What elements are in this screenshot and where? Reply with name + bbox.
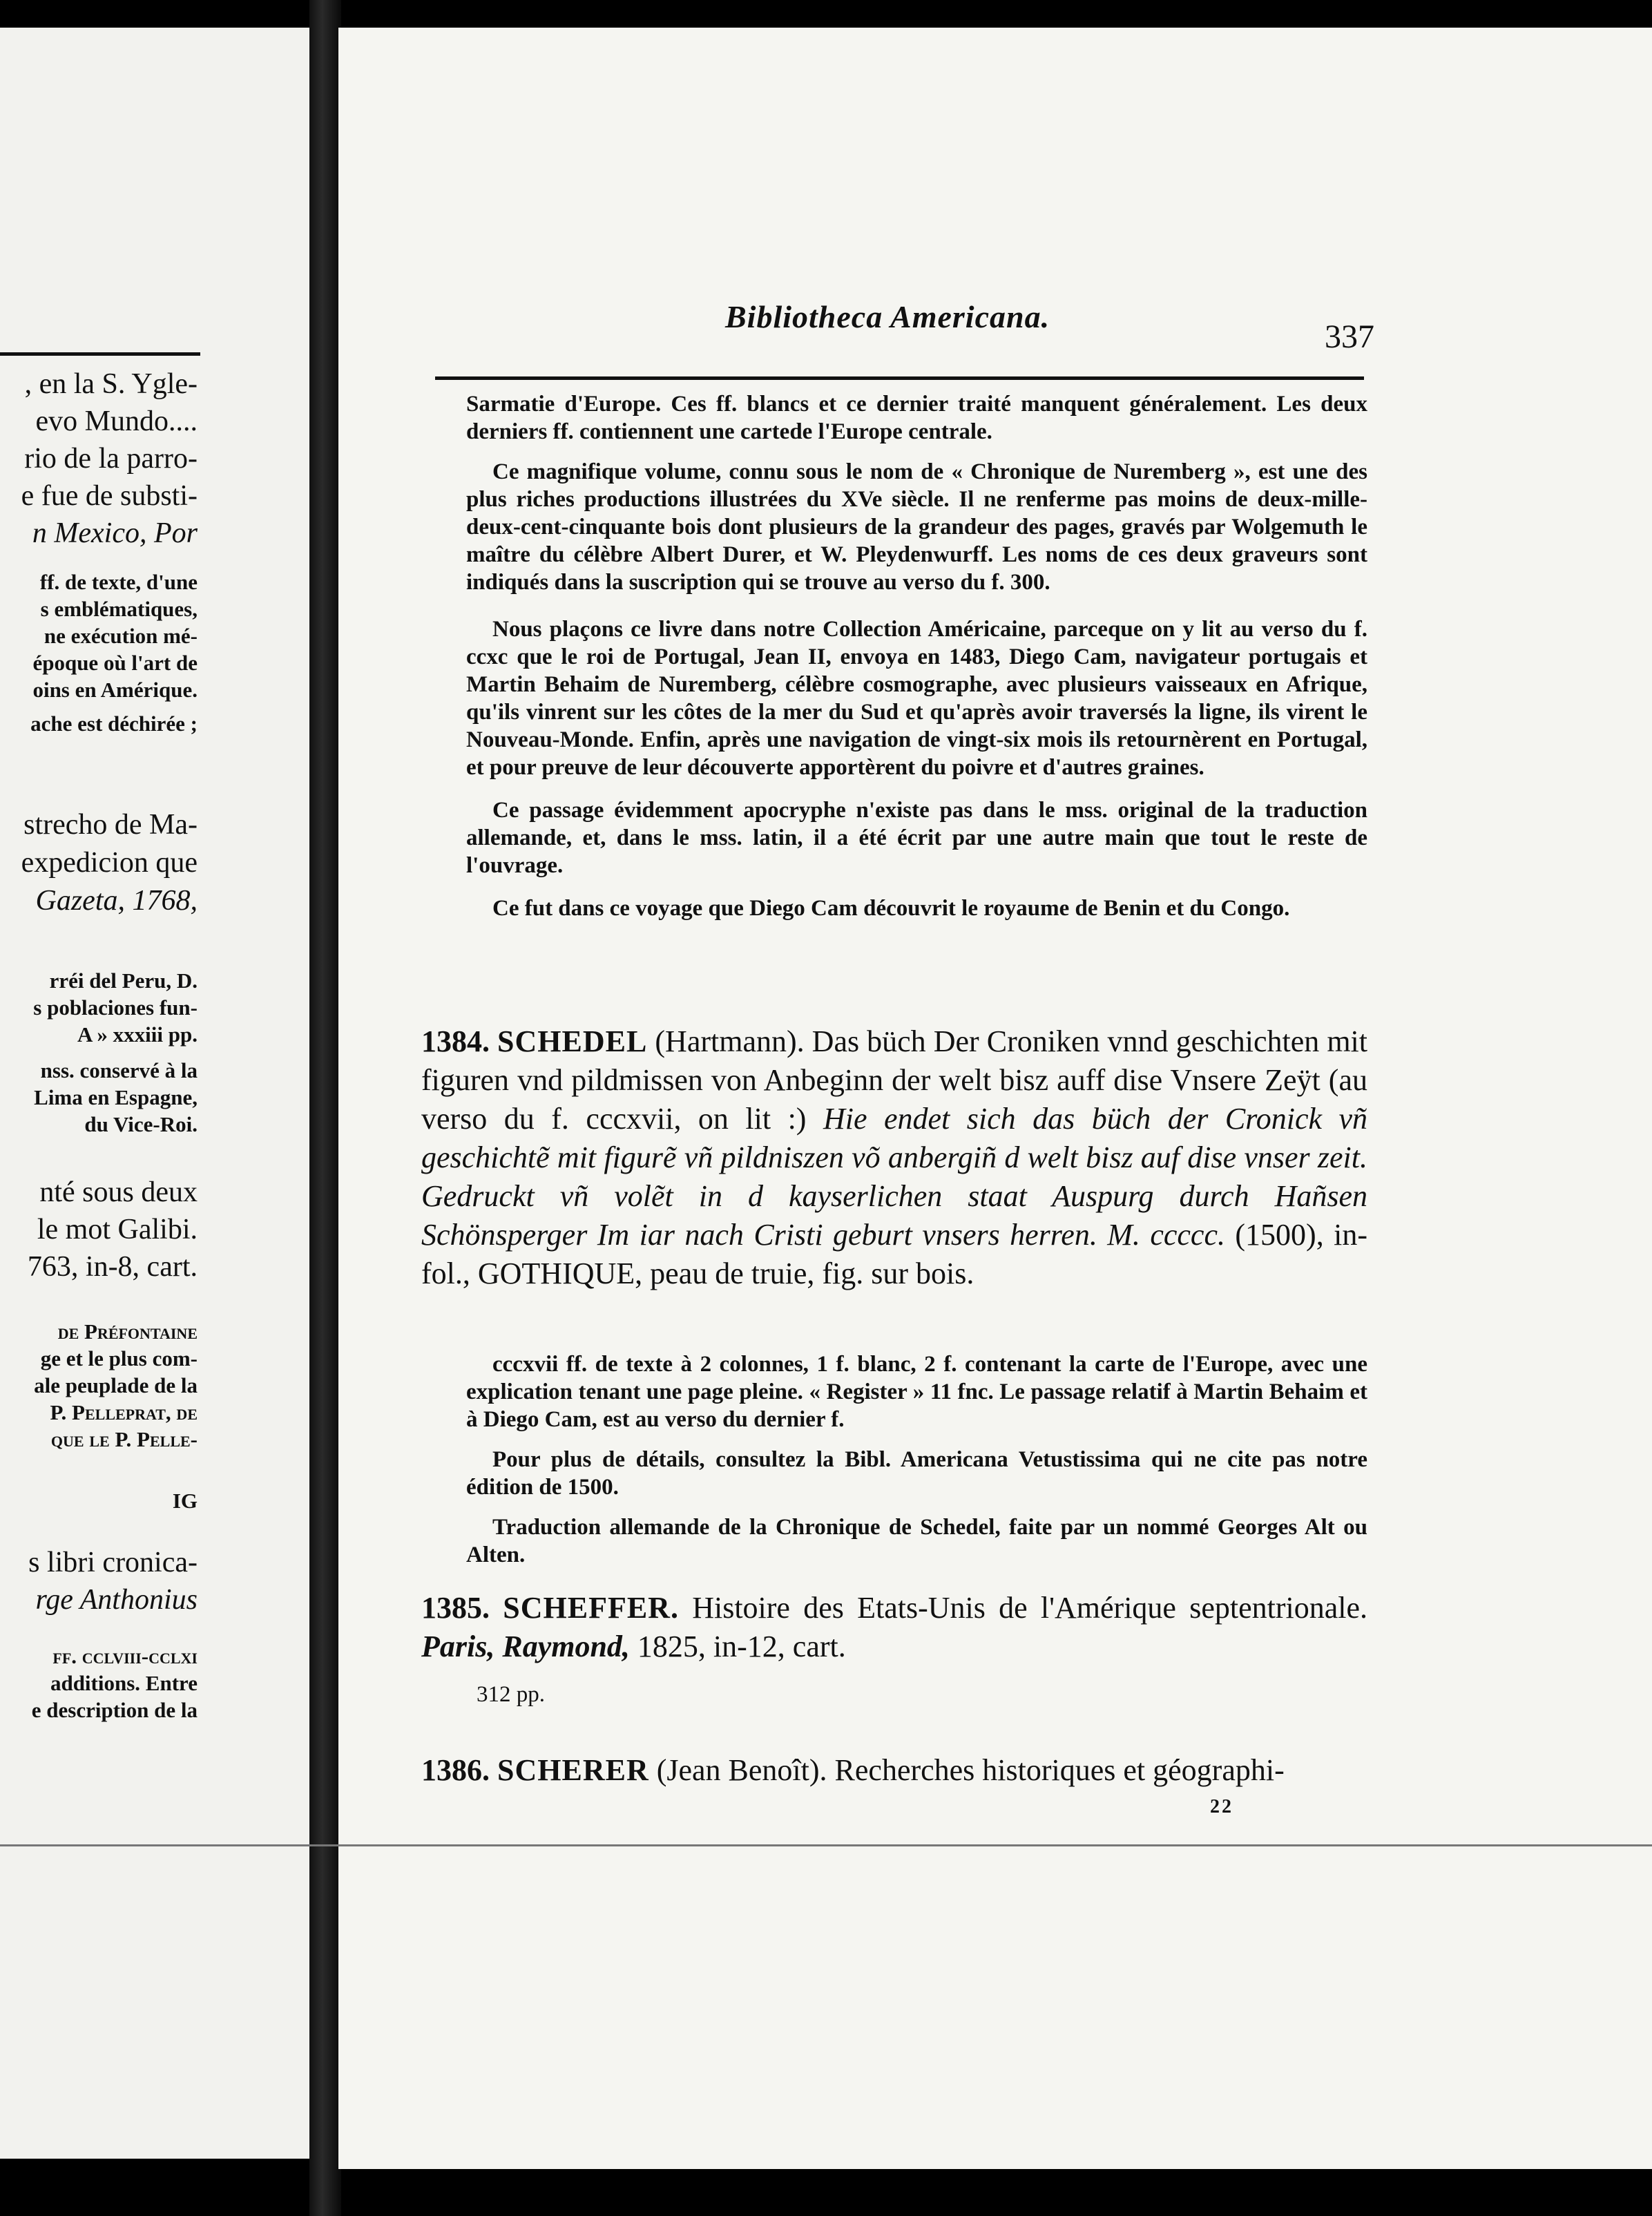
entry-number: 1385. — [421, 1591, 490, 1625]
note-paragraph: Ce passage évidemment apocryphe n'existe pas dans le mss. original de la traduction allemande, et, dans le mss. latin, il a été écrit par une autre main que tout le reste de l'ouvrage. — [466, 798, 1367, 878]
left-line: e fue de substi- — [21, 480, 198, 512]
page-edge-line — [0, 1844, 1652, 1846]
left-line: le mot Galibi. — [37, 1214, 198, 1245]
left-line: Gazeta, 1768, — [35, 885, 198, 917]
left-line: IG — [172, 1489, 198, 1513]
left-line: rge Anthonius — [35, 1584, 198, 1616]
left-line: ge et le plus com- — [40, 1346, 198, 1370]
catalog-entry-1386 — [421, 1751, 1367, 1790]
catalog-entry-1384 — [421, 1022, 1367, 1293]
running-title: Bibliotheca Americana. — [725, 299, 1050, 334]
left-line: n Mexico, Por — [32, 517, 198, 549]
left-line: du Vice-Roi. — [84, 1112, 198, 1136]
entry-title: (Jean Benoît). Recherches historiques et géographi- — [656, 1753, 1285, 1787]
catalog-entry-1385 — [421, 1589, 1367, 1666]
note-paragraph: cccxvii ff. de texte à 2 colonnes, 1 f. blanc, 2 f. contenant la carte de l'Europe, avec une explication tenant une page pleine. « Register » 11 fnc. Le passage relatif à Martin Behaim et à Diego Cam, est au verso du dernier f. — [466, 1352, 1367, 1432]
entry-author: SCHERER — [497, 1753, 649, 1787]
left-line: ale peuplade de la — [34, 1373, 198, 1397]
left-line: expedicion que — [21, 847, 198, 879]
left-line: oins en Amérique. — [32, 678, 198, 702]
left-line: nss. conservé à la — [40, 1058, 198, 1082]
entry-number: 1386. — [421, 1753, 490, 1787]
book-gutter — [309, 0, 341, 2216]
left-line: s libri cronica- — [28, 1547, 198, 1578]
left-line: rio de la parro- — [24, 443, 198, 475]
left-line: evo Mundo.... — [35, 405, 198, 437]
signature-mark: 22 — [1210, 1796, 1233, 1817]
note-paragraph: Nous plaçons ce livre dans notre Collection Américaine, parceque on y lit au verso du f. ccxc que le roi de Portugal, Jean II, envoya en 1483, Diego Cam, navigateur portugais et Martin Behaim de Nuremberg, célèbre cosmographe, avec plusieurs vaisseaux en Afrique, qu'ils vinrent sur les côtes de la mer du Sud et qu'après avoir traversés la ligne, ils virent le Nouveau-Monde. Enfin, après une navigation de vingt-six mois ils retournèrent en Portugal, et pour preuve de leur découverte apportèrent du poivre et d'autres graines. — [466, 617, 1367, 780]
entry-publisher: Paris, Raymond, — [421, 1630, 630, 1663]
left-line: ff. cclviii-cclxi — [52, 1644, 198, 1668]
left-line: P. Pelleprat, de — [50, 1400, 198, 1424]
note-paragraph: Ce magnifique volume, connu sous le nom de « Chronique de Nuremberg », est une des plus riches productions illustrées du XVe siècle. Il ne renferme pas moins de deux-mille-deux-cent-cinquante bois dont plusieurs de la grandeur des pages, gravés par Wolgemuth le maître du célèbre Albert Durer, et W. Pleydenwurff. Les noms de ces deux graveurs sont indiqués dans la suscription qui se trouve au verso du f. 300. — [466, 459, 1367, 595]
entry-collation: 312 pp. — [477, 1682, 545, 1707]
entry-imprint: (1500), in-fol., GOTHIQUE, peau de truie, fig. sur bois. — [421, 1218, 1367, 1290]
page-number: 337 — [1325, 318, 1374, 355]
left-line: 763, in-8, cart. — [27, 1251, 198, 1283]
left-line: e description de la — [31, 1698, 198, 1722]
left-page-fragment — [0, 28, 309, 2159]
note-paragraph: Sarmatie d'Europe. Ces ff. blancs et ce dernier traité manquent généralement. Les deux derniers ff. contiennent une cartede l'Europe centrale. — [466, 392, 1367, 444]
note-paragraph: Ce fut dans ce voyage que Diego Cam découvrit le royaume de Benin et du Congo. — [492, 896, 1290, 921]
left-line: A » xxxiii pp. — [77, 1022, 198, 1047]
left-line: , en la S. Ygle- — [24, 368, 198, 400]
left-line: nté sous deux — [39, 1176, 198, 1208]
header-rule — [435, 376, 1364, 380]
left-line: additions. Entre — [50, 1671, 198, 1695]
note-paragraph: Pour plus de détails, consultez la Bibl. Americana Vetustissima qui ne cite pas notre édition de 1500. — [466, 1447, 1367, 1500]
entry-title: (Hartmann). Das büch Der Croniken vnnd geschichten mit figuren vnd pildmissen von Anbeginn der welt bisz auff dise Vnsere Zeÿt (au verso du f. cccxvii, on lit :) — [421, 1024, 1367, 1136]
intro-notes — [466, 390, 1367, 922]
left-line: Lima en Espagne, — [34, 1085, 198, 1109]
left-line: rréi del Peru, D. — [49, 968, 198, 993]
left-line: ff. de texte, d'une — [39, 570, 198, 594]
left-line: ne exécution mé- — [44, 624, 198, 648]
left-line: époque où l'art de — [32, 651, 198, 675]
left-line: ache est déchirée ; — [30, 711, 198, 736]
entry-colophon: Hie endet sich das büch der Cronick vñ geschichtẽ mit figurẽ vñ pildniszen võ anbergiñ d welt bisz auf dise vnser zeit. Gedruckt vñ volẽt in d kayserlichen staat Auspurg durch Hañsen Schönsperger Im iar nach Cristi geburt vnsers herren. M. ccccc. — [421, 1102, 1368, 1252]
left-line: de Préfontaine — [57, 1319, 198, 1344]
entry-number: 1384. — [421, 1024, 490, 1058]
entry-author: SCHEFFER. — [503, 1591, 679, 1625]
entry-1384-notes — [466, 1350, 1367, 1569]
entry-title: Histoire des Etats-Unis de l'Amérique septentrionale. — [692, 1591, 1367, 1625]
left-line: strecho de Ma- — [23, 809, 198, 841]
note-paragraph: Traduction allemande de la Chronique de Schedel, faite par un nommé Georges Alt ou Alten. — [466, 1515, 1367, 1567]
left-page-header-rule — [0, 352, 200, 356]
main-page — [338, 28, 1652, 2169]
entry-author: SCHEDEL — [497, 1024, 648, 1058]
left-line: s emblématiques, — [40, 597, 198, 621]
left-line: s poblaciones fun- — [33, 995, 198, 1020]
left-line: que le P. Pelle- — [50, 1427, 198, 1451]
entry-imprint: 1825, in-12, cart. — [637, 1630, 846, 1663]
